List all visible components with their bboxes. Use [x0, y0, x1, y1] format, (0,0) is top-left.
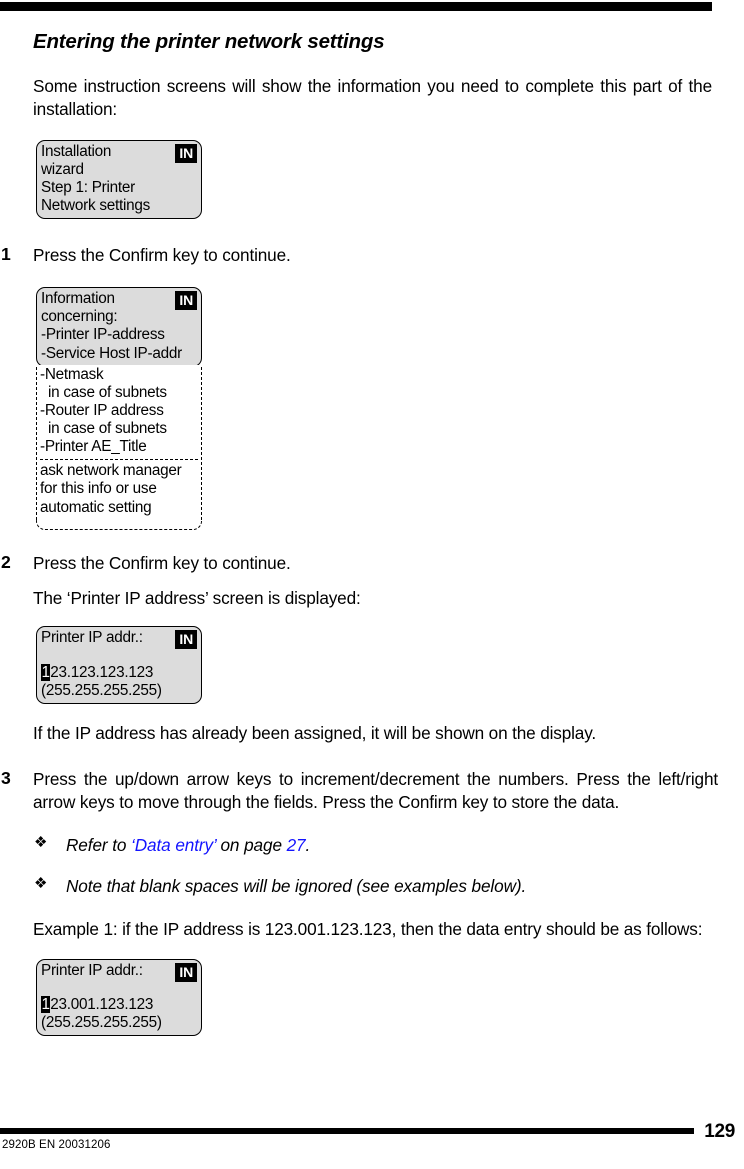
lcd-line-netmask: (255.255.255.255) — [41, 1014, 162, 1032]
note-bullet-1 — [0, 834, 716, 857]
page-content — [0, 30, 718, 1036]
cross-reference-link-page-27[interactable]: 27 — [286, 835, 306, 856]
lcd-line: Network settings — [41, 197, 151, 215]
page-footer-rule — [0, 1128, 694, 1134]
lcd-line: -Router IP address — [40, 401, 164, 419]
lcd-line: for this info or use — [40, 480, 157, 498]
note-bullet-2-text: Note that blank spaces will be ignored (see examples below). — [66, 876, 527, 897]
step-1 — [0, 244, 718, 267]
document-code: 2920B EN 20031206 — [2, 1139, 111, 1151]
bullet-suffix: . — [305, 835, 311, 856]
page-top-rule — [0, 2, 712, 11]
lcd-badge-in: IN — [175, 291, 197, 310]
lcd-screen-printer-ip-1-wrapper — [36, 626, 718, 703]
lcd-line: ask network manager — [40, 462, 182, 480]
lcd-overflow-dashed-bottom — [36, 518, 202, 530]
example-1-paragraph: Example 1: if the IP address is 123.001.123.123, then the data entry should be as follows: — [33, 919, 703, 940]
floret-bullet-icon: ❖ — [34, 875, 48, 893]
step-text: Press the Confirm key to continue. — [33, 552, 291, 573]
lcd-line-blank — [41, 648, 197, 664]
intro-paragraph: Some instruction screens will show the information you need to complete this part of the installation: — [33, 76, 712, 119]
step-text: Press the up/down arrow keys to increment/decrement the numbers. Press the left/right arrow keys to move through the fields. Press the Confirm key to store the data. — [33, 768, 718, 812]
bullet-prefix: Refer to — [66, 835, 132, 856]
lcd-line: -Printer IP-address — [41, 326, 165, 344]
lcd-screen-information — [36, 287, 202, 367]
lcd-screen-printer-ip-2-wrapper — [36, 959, 718, 1036]
lcd-badge-in: IN — [175, 144, 197, 163]
lcd-badge-in: IN — [175, 630, 197, 649]
lcd-line: -Service Host IP-addr — [41, 344, 182, 362]
lcd-badge-in: IN — [175, 963, 197, 982]
lcd-screen-wizard — [36, 140, 202, 220]
lcd-line: in case of subnets — [40, 383, 167, 401]
step-number: 2 — [1, 551, 11, 572]
note-bullet-1-text — [66, 834, 716, 857]
lcd-ip-rest: 23.123.123.123 — [50, 663, 154, 681]
cross-reference-link-data-entry[interactable]: ‘Data entry’ — [131, 835, 216, 856]
floret-bullet-icon: ❖ — [34, 834, 48, 852]
lcd-line-ip-value — [41, 996, 197, 1014]
lcd-line-title: Printer IP addr.: — [41, 962, 143, 979]
lcd-screen-information-wrapper — [36, 287, 718, 530]
step-text: Press the Confirm key to continue. — [33, 245, 291, 266]
page-number: 129 — [704, 1121, 735, 1142]
lcd-line-netmask: (255.255.255.255) — [41, 681, 162, 699]
lcd-line: in case of subnets — [40, 420, 167, 437]
bullet-middle: on page — [215, 835, 287, 856]
lcd-screen-printer-ip-2 — [36, 959, 202, 1036]
lcd-dashed-separator — [40, 459, 198, 460]
lcd-line: -Netmask — [40, 365, 104, 383]
lcd-screen-wizard-wrapper — [36, 140, 718, 220]
lcd-cursor-digit: 1 — [41, 663, 50, 681]
lcd-line-blank — [41, 980, 197, 996]
step-2 — [0, 552, 718, 610]
lcd-line: concerning: — [41, 308, 118, 326]
lcd-line: -Printer AE_Title — [40, 438, 147, 456]
page-title: Entering the printer network settings — [33, 30, 385, 53]
lcd-line: Information — [41, 290, 115, 308]
note-ip-assigned: If the IP address has already been assigned, it will be shown on the display. — [33, 722, 596, 743]
step-number: 3 — [1, 767, 11, 788]
lcd-line-ip-value — [41, 664, 197, 682]
note-bullet-2 — [0, 875, 716, 898]
lcd-line: automatic setting — [40, 498, 152, 516]
lcd-line-title: Printer IP addr.: — [41, 629, 143, 647]
lcd-cursor-digit: 1 — [41, 996, 50, 1014]
lcd-line: Installation — [41, 142, 112, 160]
lcd-screen-information-overflow — [36, 365, 202, 530]
lcd-ip-rest: 23.001.123.123 — [50, 996, 154, 1014]
step-3 — [0, 768, 718, 814]
lcd-screen-printer-ip-1 — [36, 626, 202, 703]
lcd-line: wizard — [41, 160, 84, 178]
lcd-line: Step 1: Printer — [41, 179, 136, 196]
step-number: 1 — [1, 244, 11, 265]
step-followup-text: The ‘Printer IP address’ screen is displayed: — [33, 587, 361, 608]
